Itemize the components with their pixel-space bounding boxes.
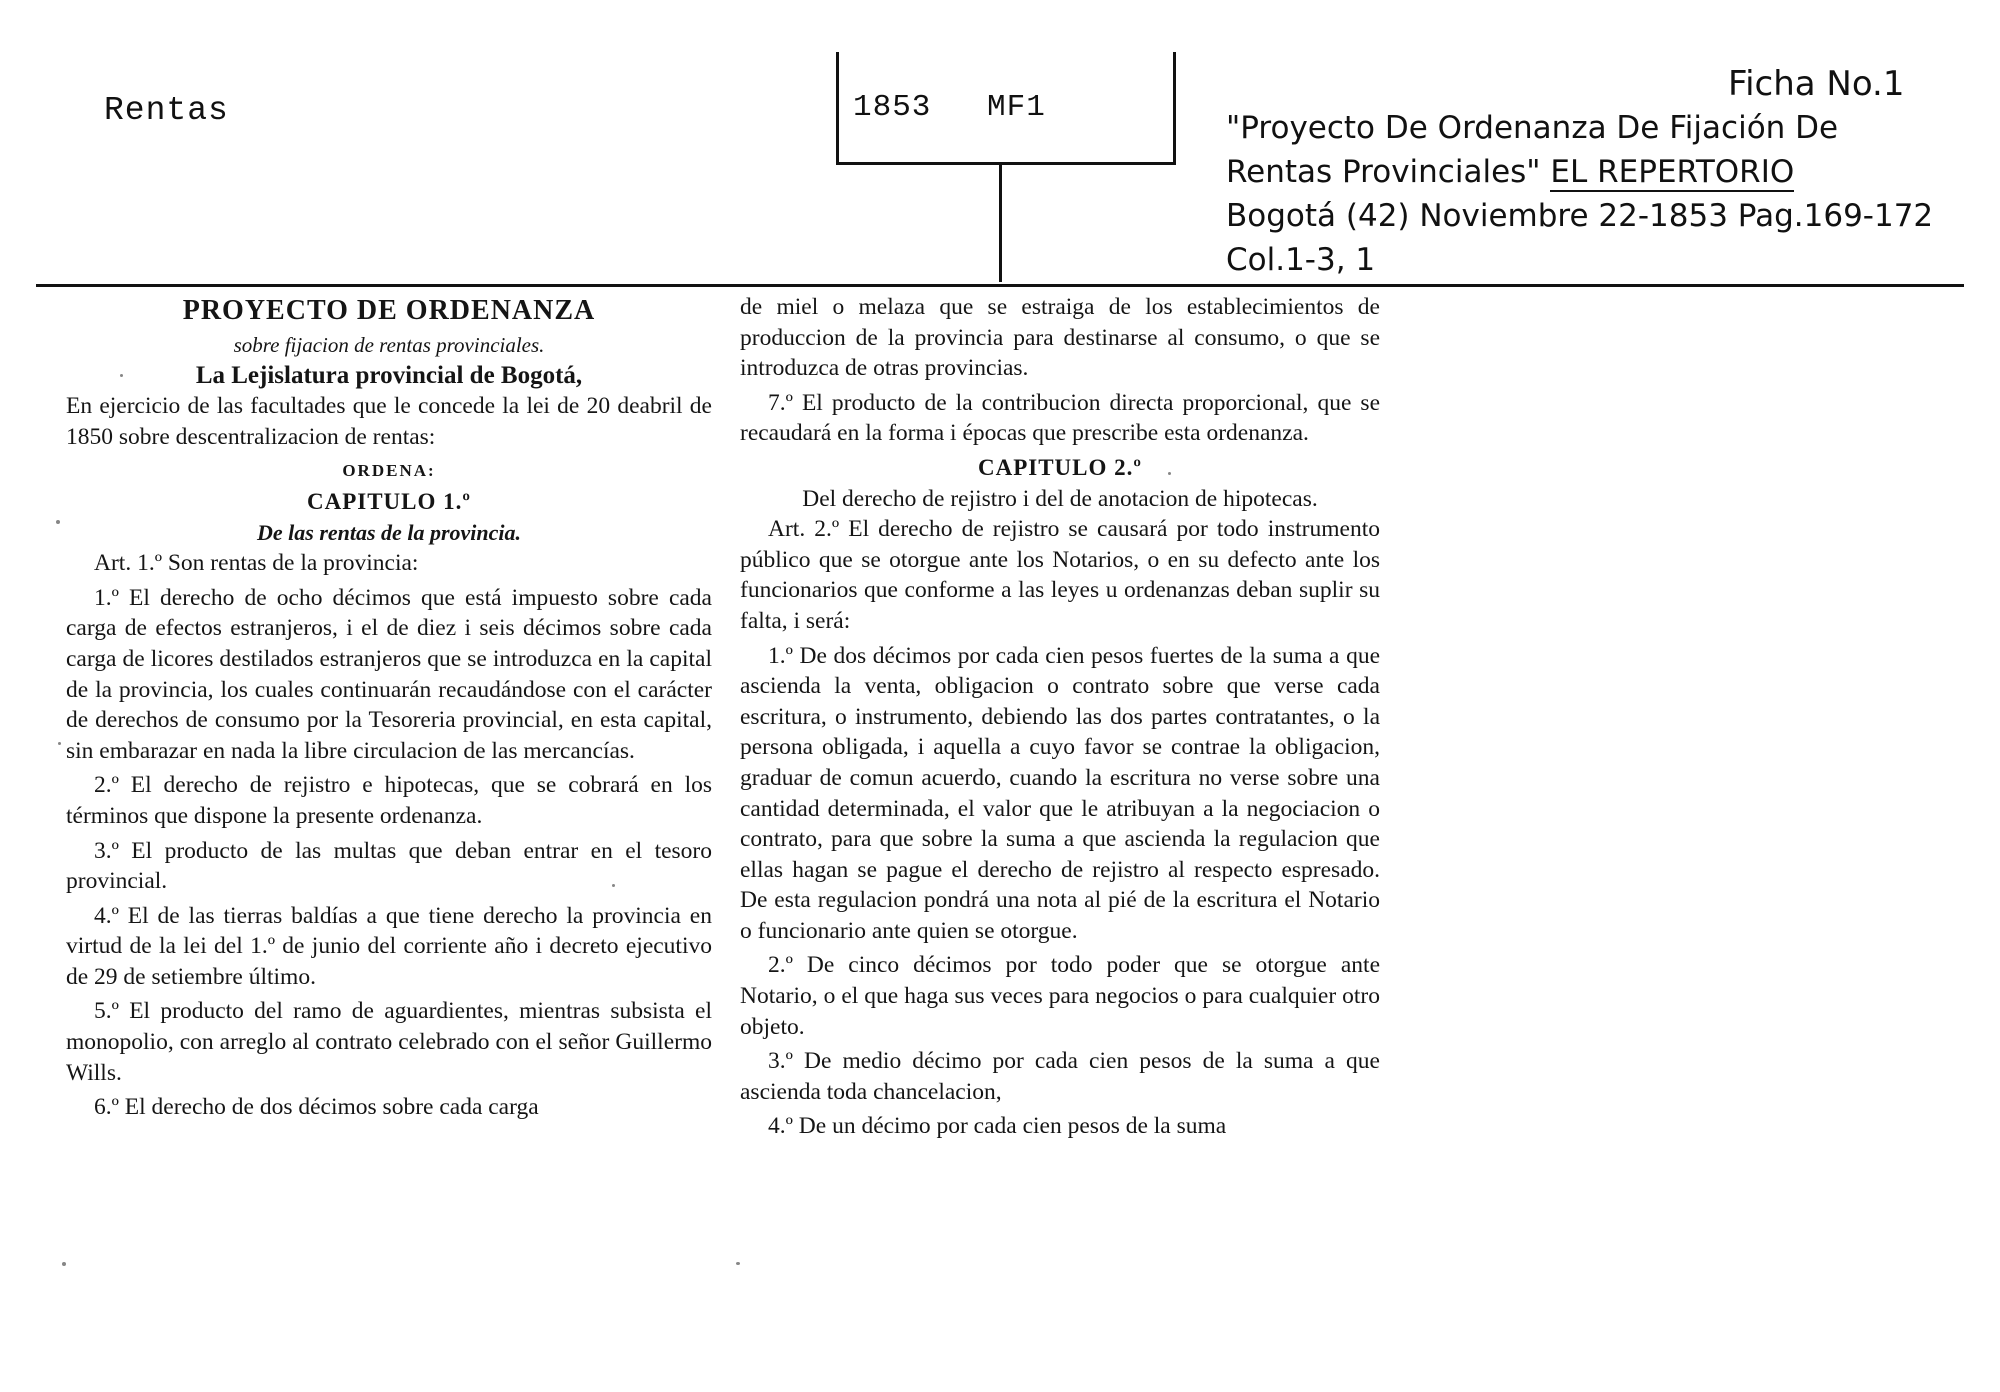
article-2-item-2: 2.º De cinco décimos por todo poder que se otorgue ante Notario, o el que haga sus veces para negocios o para cualquier otro objeto. — [740, 952, 1380, 1040]
citation-details: Bogotá (42) Noviembre 22-1853 Pag.169-172 — [1226, 198, 1934, 234]
citation-columns: Col.1-3, 1 — [1226, 242, 1376, 278]
clipping-right-column — [740, 292, 1380, 1146]
article-1-item-4: 4.º El de las tierras baldías a que tiene derecho la provincia en virtud de la lei del 1.º de junio del corriente año i decreto ejecutivo de 29 de setiembre último. — [66, 902, 712, 990]
article-1: Art. 1.º Son rentas de la provincia: — [94, 550, 419, 577]
article-1-item-2: 2.º El derecho de rejistro e hipotecas, que se cobrará en los términos que dispone la presente ordenanza. — [66, 772, 712, 829]
scan-speck — [56, 520, 60, 524]
scan-speck — [62, 1262, 66, 1266]
citation-block — [1226, 106, 1996, 282]
article-2: Art. 2.º El derecho de rejistro se causará por todo instrumento público que se otorgue ante los Notarios, o en su defecto ante los funcionarios que conforme a las leyes u ordenanzas deban suplir su falta, i será: — [740, 516, 1380, 634]
ordinance-title: PROYECTO DE ORDENANZA — [182, 295, 596, 326]
chapter-2-title: Del derecho de rejistro i del de anotacion de hipotecas. — [802, 485, 1318, 512]
citation-title-rest: Rentas Provinciales" — [1226, 154, 1541, 190]
card-id-box — [836, 52, 1176, 165]
article-1-item-5: 5.º El producto del ramo de aguardientes, mientras subsista el monopolio, con arreglo al contrato celebrado con el señor Guillermo Wills. — [66, 998, 712, 1086]
legislature-line: La Lejislatura provincial de Bogotá, — [195, 361, 583, 389]
card-id-text: 1853 MF1 — [853, 90, 1046, 125]
scan-speck — [120, 374, 123, 377]
preamble-paragraph: En ejercicio de las facultades que le concede la lei de 20 deabril de 1850 sobre descentralizacion de rentas: — [66, 393, 712, 450]
scan-speck — [736, 1262, 740, 1265]
article-2-item-3: 3.º De medio décimo por cada cien pesos de la suma a que ascienda toda chancelacion, — [740, 1048, 1380, 1105]
id-box-connector-line — [999, 162, 1002, 282]
chapter-1-title: De las rentas de la provincia. — [257, 519, 521, 545]
header-divider — [36, 284, 1964, 287]
article-1-item-6: 6.º El derecho de dos décimos sobre cada carga — [94, 1094, 539, 1121]
subject-label: Rentas — [104, 92, 229, 129]
ficha-number: Ficha No.1 — [1728, 64, 1905, 104]
clipping-left-column — [66, 292, 712, 1127]
article-1-item-1: 1.º El derecho de ocho décimos que está impuesto sobre cada carga de efectos estranjeros, i el de diez i seis décimos sobre cada carga de licores destilados estranjeros que se introduzca en la capital de la provincia, los cuales continuarán recaudándose con el carácter de derechos de consumo por la Tesoreria provincial, en esta capital, sin embarazar en nada la libre circulacion de las mercancías. — [66, 584, 712, 764]
chapter-1-heading: CAPITULO 1.º — [307, 488, 471, 514]
ordinance-subtitle: sobre fijacion de rentas provinciales. — [233, 333, 545, 357]
ordena-heading: ORDENA: — [342, 461, 436, 481]
article-1-item-7: 7.º El producto de la contribucion directa proporcional, que se recaudará en la forma i épocas que prescribe esta ordenanza. — [740, 389, 1380, 447]
citation-title-line-2 — [1226, 150, 1996, 194]
article-2-item-1: 1.º De dos décimos por cada cien pesos fuertes de la suma a que ascienda la venta, obligacion o contrato sobre que verse cada escritura, o instrumento, debiendo las dos partes contratantes, o la persona obligada, i aquella a cuyo favor se contrae la obligacion, graduar de comun acuerdo, cuando la escritura no verse sobre una cantidad determinada, el valor que le atribuyan a la negociacion o contrato, para que sobre la suma a que ascienda la regulacion que ellas hagan se pague el derecho de rejistro al respecto espresado. De esta regulacion pondrá una nota al pié de la escritura el Notario o funcionario ante quien se otorgue. — [740, 642, 1380, 944]
article-1-item-3: 3.º El producto de las multas que deban entrar en el tesoro provincial. — [66, 837, 712, 895]
citation-title-line-1: "Proyecto De Ordenanza De Fijación De — [1226, 110, 1839, 146]
article-1-item-6-continued: de miel o melaza que se estraiga de los establecimientos de produccion de la provincia para destinarse al consumo, o que se introduzca de otras provincias. — [740, 294, 1380, 382]
scan-speck — [1168, 472, 1171, 475]
chapter-2-heading: CAPITULO 2.º — [978, 454, 1142, 480]
scan-speck — [58, 742, 61, 745]
citation-source: EL REPERTORIO — [1550, 154, 1795, 190]
article-2-item-4: 4.º De un décimo por cada cien pesos de la suma — [768, 1113, 1227, 1140]
scan-speck — [612, 884, 615, 887]
